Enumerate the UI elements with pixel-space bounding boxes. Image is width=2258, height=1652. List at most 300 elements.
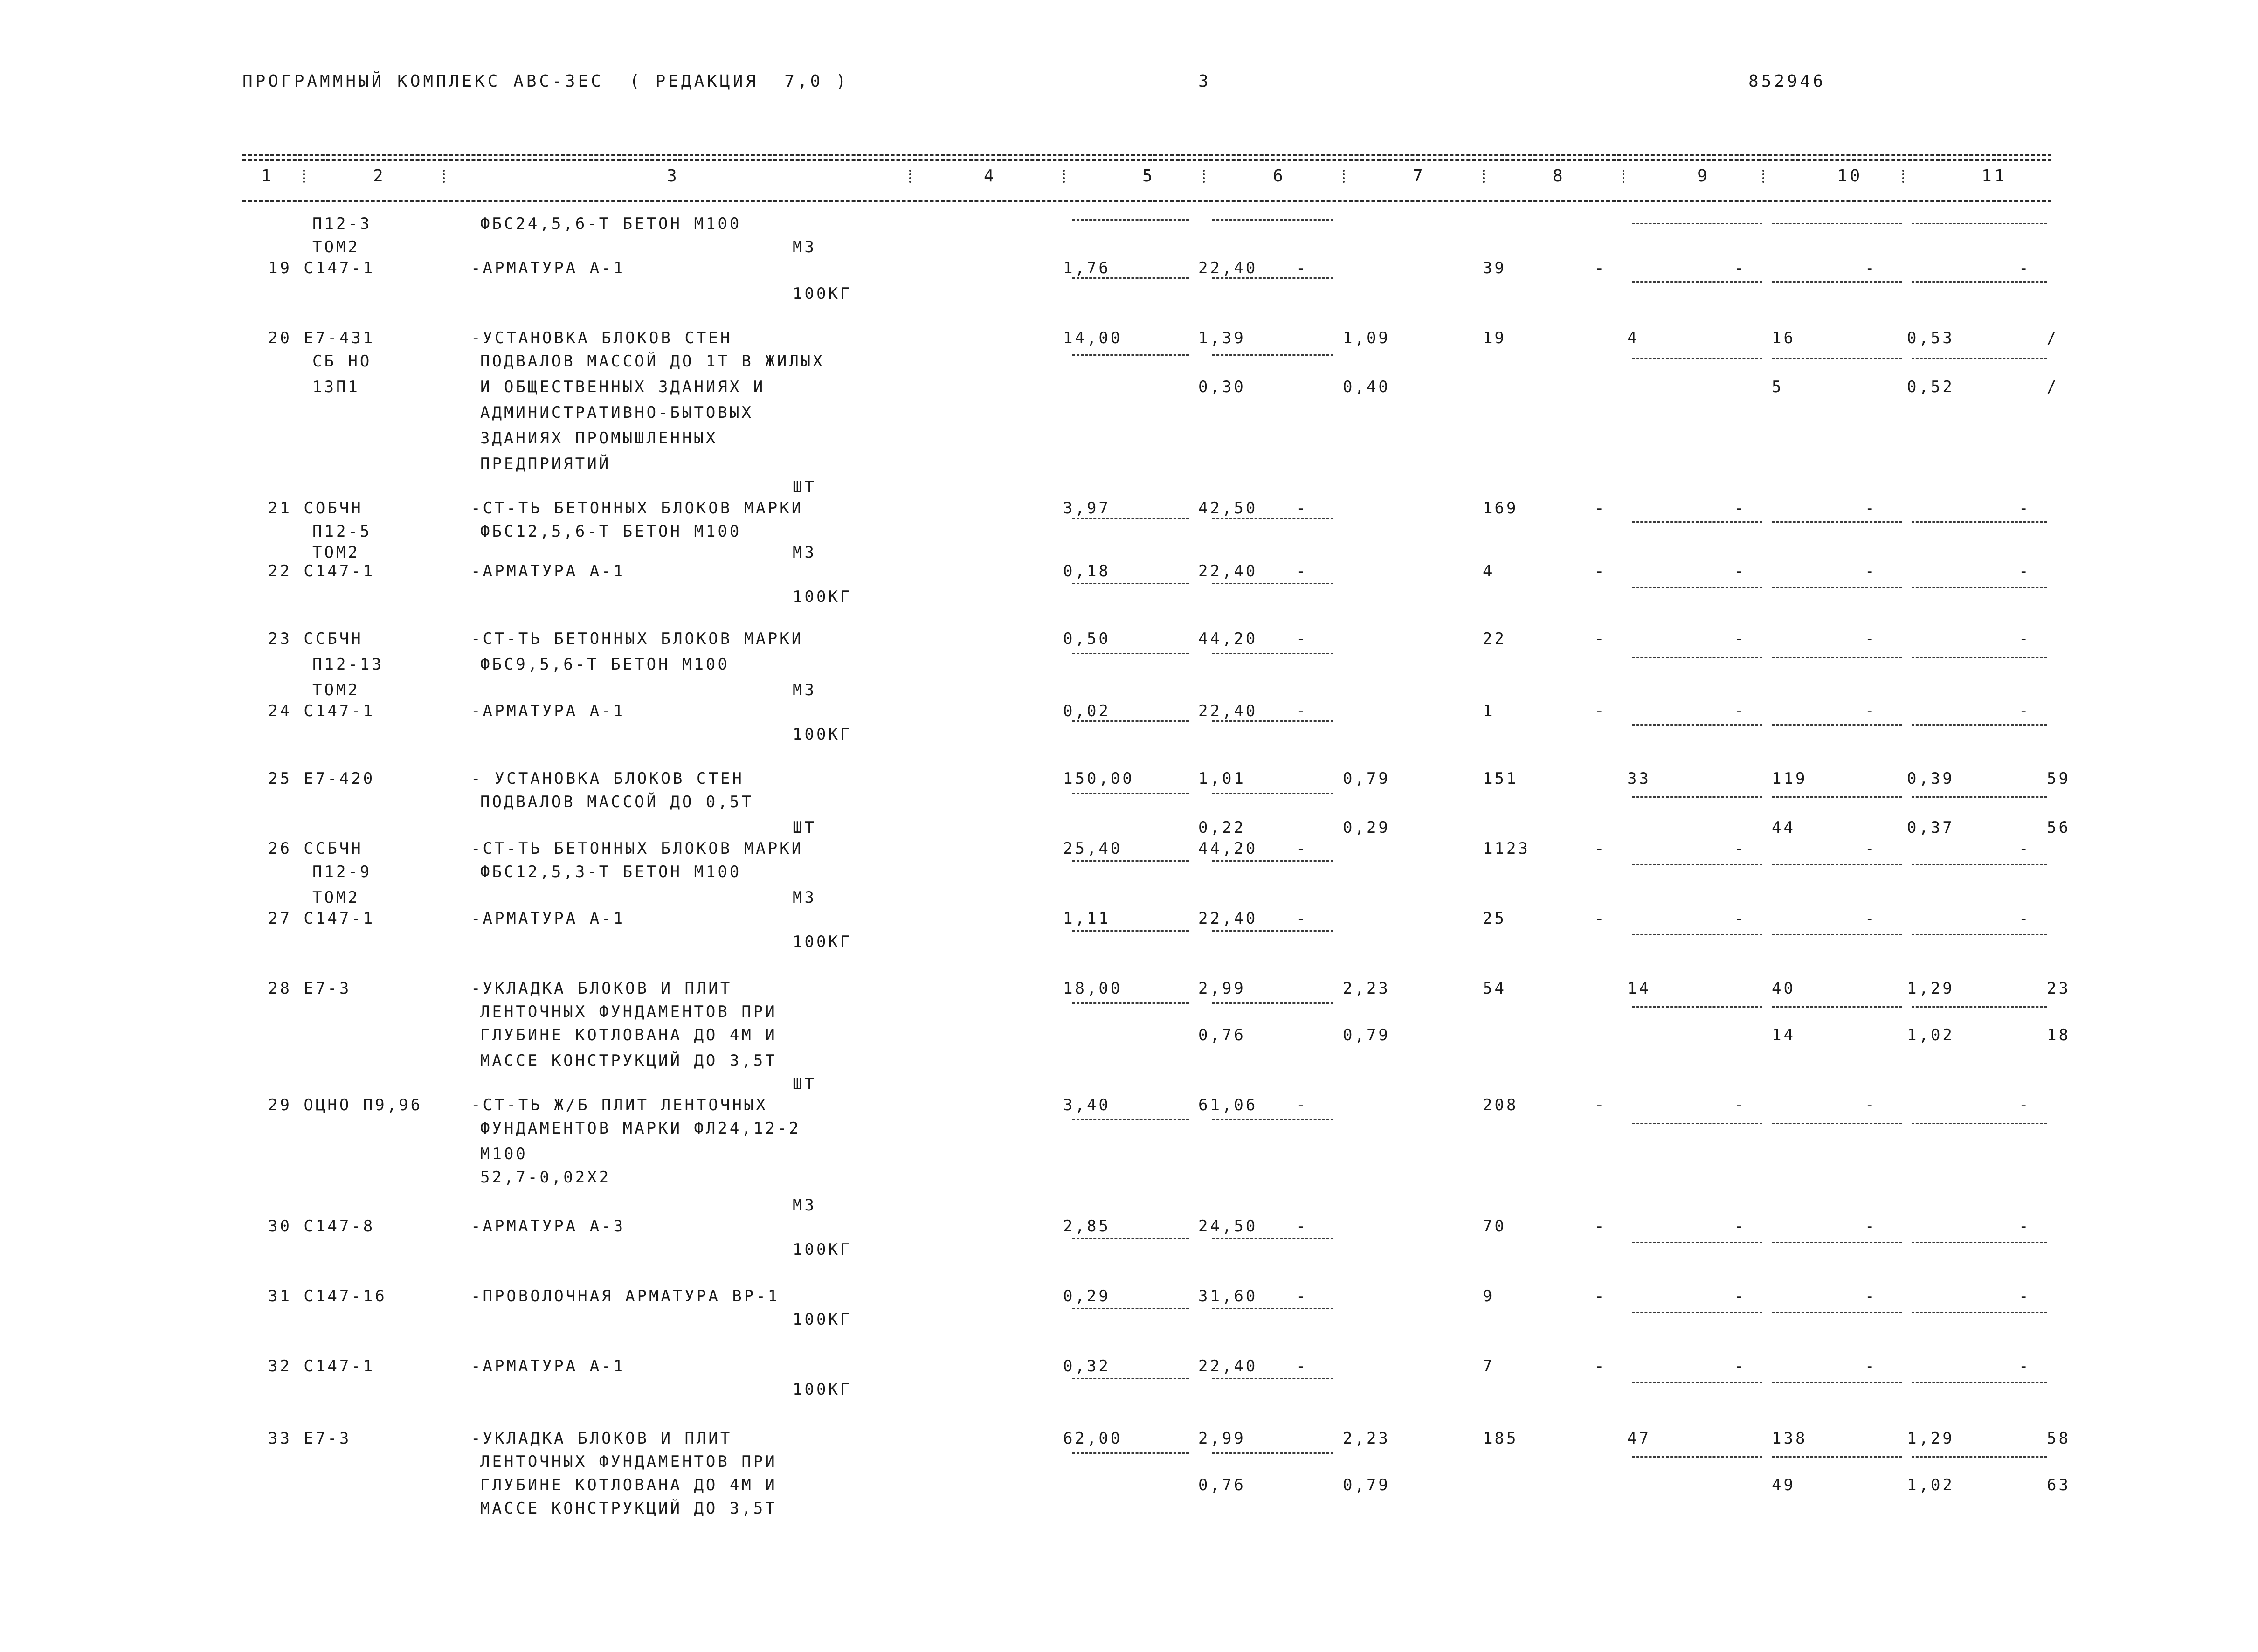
- column-header-10: 10: [1837, 166, 1863, 186]
- table-value: -: [1595, 1357, 1607, 1376]
- cell-rule: [1072, 219, 1189, 221]
- table-value: -: [2019, 1096, 2031, 1114]
- table-text: -ПРОВОЛОЧНАЯ АРМАТУРА ВР-1: [471, 1287, 780, 1306]
- table-value: 39: [1483, 259, 1506, 277]
- table-value: 2,23: [1343, 979, 1390, 998]
- table-value: -: [1734, 909, 1747, 928]
- table-value: 56: [2047, 818, 2071, 837]
- table-text: М3: [793, 1196, 816, 1215]
- table-text: 23 ССБЧН: [268, 629, 363, 648]
- table-text: ТОМ2: [312, 681, 360, 699]
- cell-rule: [1772, 1242, 1902, 1243]
- table-text: П12-9: [312, 863, 372, 881]
- cell-rule: [1072, 793, 1189, 794]
- table-value: 0,79: [1343, 769, 1390, 788]
- cell-rule: [1212, 354, 1333, 356]
- cell-rule: [1772, 864, 1902, 865]
- table-text: ПОДВАЛОВ МАССОЙ ДО 1Т В ЖИЛЫХ: [480, 352, 825, 371]
- table-value: 0,39: [1907, 769, 1954, 788]
- cell-rule: [1912, 1456, 2047, 1458]
- cell-rule: [1912, 724, 2047, 726]
- cell-rule: [1632, 223, 1762, 224]
- table-value: 119: [1772, 769, 1808, 788]
- table-value: 40: [1772, 979, 1795, 998]
- table-value: 25,40: [1063, 839, 1123, 858]
- table-text: ШТ: [793, 478, 816, 497]
- cell-rule: [1772, 281, 1902, 283]
- cell-rule: [1632, 281, 1762, 283]
- table-text: 31 С147-16: [268, 1287, 387, 1306]
- table-text: 27 С147-1: [268, 909, 375, 928]
- table-value: -: [2019, 499, 2031, 518]
- table-value: 169: [1483, 499, 1519, 518]
- cell-rule: [1212, 930, 1333, 932]
- table-text: СБ НО: [312, 352, 372, 371]
- column-separator: [443, 170, 445, 183]
- table-value: 1,01: [1198, 769, 1246, 788]
- table-value: 62,00: [1063, 1429, 1123, 1448]
- table-value: -: [1296, 1357, 1308, 1376]
- table-value: 0,76: [1198, 1476, 1246, 1494]
- cell-rule: [1772, 724, 1902, 726]
- table-value: -: [2019, 259, 2031, 277]
- cell-rule: [1632, 724, 1762, 726]
- table-value: -: [1734, 1357, 1747, 1376]
- table-value: 0,76: [1198, 1026, 1246, 1044]
- cell-rule: [1072, 1119, 1189, 1120]
- table-value: -: [1296, 629, 1308, 648]
- table-value: -: [1595, 702, 1607, 720]
- table-value: -: [1734, 839, 1747, 858]
- table-value: 18,00: [1063, 979, 1123, 998]
- cell-rule: [1912, 657, 2047, 658]
- cell-rule: [1212, 793, 1333, 794]
- table-value: -: [1595, 1096, 1607, 1114]
- cell-rule: [1912, 587, 2047, 588]
- table-value: -: [1865, 259, 1877, 277]
- table-value: 22,40: [1198, 909, 1258, 928]
- table-value: -: [1865, 839, 1877, 858]
- table-text: -АРМАТУРА А-1: [471, 259, 626, 277]
- table-value: -: [2019, 1357, 2031, 1376]
- table-value: -: [1296, 259, 1308, 277]
- cell-rule: [1632, 521, 1762, 523]
- table-value: -: [2019, 629, 2031, 648]
- cell-rule: [1212, 1002, 1333, 1004]
- table-text: 52,7-0,02Х2: [480, 1168, 611, 1187]
- table-text: 28 Е7-3: [268, 979, 352, 998]
- table-value: 14: [1772, 1026, 1795, 1044]
- table-value: 0,50: [1063, 629, 1111, 648]
- table-text: М3: [793, 238, 816, 256]
- table-value: 47: [1627, 1429, 1651, 1448]
- table-text: М3: [793, 543, 816, 562]
- table-value: 1,02: [1907, 1026, 1954, 1044]
- table-text: ГЛУБИНЕ КОТЛОВАНА ДО 4М И: [480, 1026, 777, 1044]
- table-value: 1,02: [1907, 1476, 1954, 1494]
- cell-rule: [1912, 796, 2047, 798]
- table-value: -: [1734, 1287, 1747, 1306]
- table-text: 19 С147-1: [268, 259, 375, 277]
- table-value: 3,97: [1063, 499, 1111, 518]
- table-value: 16: [1772, 329, 1795, 347]
- cell-rule: [1772, 934, 1902, 935]
- table-top-rule: [242, 154, 2051, 156]
- column-separator: [1483, 170, 1485, 183]
- table-text: И ОБЩЕСТВЕННЫХ ЗДАНИЯХ И: [480, 378, 766, 396]
- table-text: 100КГ: [793, 1240, 852, 1259]
- table-text: -АРМАТУРА А-3: [471, 1217, 626, 1236]
- table-value: -: [1734, 499, 1747, 518]
- table-value: 22,40: [1198, 562, 1258, 581]
- table-value: -: [1734, 702, 1747, 720]
- table-value: 58: [2047, 1429, 2071, 1448]
- column-separator: [1063, 170, 1065, 183]
- table-value: -: [2019, 1287, 2031, 1306]
- table-value: 2,99: [1198, 979, 1246, 998]
- table-value: -: [1595, 562, 1607, 581]
- column-separator: [1762, 170, 1764, 183]
- cell-rule: [1212, 653, 1333, 654]
- table-value: 42,50: [1198, 499, 1258, 518]
- table-value: 25: [1483, 909, 1506, 928]
- table-value: 0,02: [1063, 702, 1111, 720]
- column-separator: [1623, 170, 1624, 183]
- table-value: 1,29: [1907, 1429, 1954, 1448]
- table-value: 4: [1483, 562, 1495, 581]
- cell-rule: [1632, 1123, 1762, 1124]
- table-value: 0,29: [1063, 1287, 1111, 1306]
- cell-rule: [1912, 864, 2047, 865]
- table-value: -: [1296, 909, 1308, 928]
- cell-rule: [1912, 521, 2047, 523]
- table-value: 14,00: [1063, 329, 1123, 347]
- program-header: ПРОГРАММНЫЙ КОМПЛЕКС АВС-3ЕС ( РЕДАКЦИЯ 7,0 ): [242, 72, 849, 91]
- table-value: 0,29: [1343, 818, 1390, 837]
- table-value: 0,79: [1343, 1026, 1390, 1044]
- column-header-7: 7: [1413, 166, 1426, 186]
- table-value: 22: [1483, 629, 1506, 648]
- table-value: /: [2047, 378, 2059, 396]
- column-header-1: 1: [261, 166, 274, 186]
- table-value: 22,40: [1198, 259, 1258, 277]
- table-text: ПРЕДПРИЯТИЙ: [480, 455, 611, 473]
- cell-rule: [1632, 358, 1762, 359]
- column-separator: [303, 170, 305, 183]
- table-text: 22 С147-1: [268, 562, 375, 581]
- table-value: -: [1865, 629, 1877, 648]
- cell-rule: [1772, 358, 1902, 359]
- cell-rule: [1632, 1456, 1762, 1458]
- cell-rule: [1772, 521, 1902, 523]
- table-value: 7: [1483, 1357, 1495, 1376]
- table-value: -: [1734, 259, 1747, 277]
- table-text: 100КГ: [793, 933, 852, 951]
- table-text: АДМИНИСТРАТИВНО-БЫТОВЫХ: [480, 403, 753, 422]
- cell-rule: [1072, 1452, 1189, 1454]
- table-text: ФБС12,5,6-Т БЕТОН М100: [480, 522, 742, 541]
- table-text: ШТ: [793, 818, 816, 837]
- table-value: 0,40: [1343, 378, 1390, 396]
- table-text: 20 Е7-431: [268, 329, 375, 347]
- table-value: 54: [1483, 979, 1506, 998]
- table-text: 1ЗП1: [312, 378, 360, 396]
- table-value: -: [1734, 629, 1747, 648]
- table-text: ПОДВАЛОВ МАССОЙ ДО 0,5Т: [480, 793, 753, 811]
- table-text: ЛЕНТОЧНЫХ ФУНДАМЕНТОВ ПРИ: [480, 1002, 777, 1021]
- table-text: ГЛУБИНЕ КОТЛОВАНА ДО 4М И: [480, 1476, 777, 1494]
- cell-rule: [1772, 587, 1902, 588]
- table-value: -: [1865, 909, 1877, 928]
- table-value: 44: [1772, 818, 1795, 837]
- table-value: -: [2019, 562, 2031, 581]
- table-value: -: [2019, 909, 2031, 928]
- cell-rule: [1072, 1238, 1189, 1239]
- table-text: 25 Е7-420: [268, 769, 375, 788]
- table-text: 100КГ: [793, 1380, 852, 1399]
- document-id: 852946: [1748, 72, 1826, 91]
- table-value: 70: [1483, 1217, 1506, 1236]
- table-value: 61,06: [1198, 1096, 1258, 1114]
- table-text: П12-5: [312, 522, 372, 541]
- table-value: 2,85: [1063, 1217, 1111, 1236]
- table-value: 0,37: [1907, 818, 1954, 837]
- cell-rule: [1772, 796, 1902, 798]
- table-text: ТОМ2: [312, 543, 360, 562]
- table-text: -АРМАТУРА А-1: [471, 702, 626, 720]
- table-value: -: [1734, 562, 1747, 581]
- table-value: -: [1296, 499, 1308, 518]
- table-text: -АРМАТУРА А-1: [471, 909, 626, 928]
- column-header-9: 9: [1697, 166, 1710, 186]
- table-value: 151: [1483, 769, 1519, 788]
- table-value: -: [1595, 259, 1607, 277]
- cell-rule: [1072, 277, 1189, 279]
- cell-rule: [1632, 587, 1762, 588]
- cell-rule: [1632, 934, 1762, 935]
- table-value: -: [1865, 1217, 1877, 1236]
- cell-rule: [1912, 1006, 2047, 1008]
- table-value: 2,99: [1198, 1429, 1246, 1448]
- table-value: 31,60: [1198, 1287, 1258, 1306]
- table-value: 208: [1483, 1096, 1519, 1114]
- cell-rule: [1212, 1452, 1333, 1454]
- table-text: М100: [480, 1145, 528, 1163]
- table-text: М3: [793, 681, 816, 699]
- table-value: -: [1595, 499, 1607, 518]
- table-text: ФБС12,5,3-Т БЕТОН М100: [480, 863, 742, 881]
- table-value: 24,50: [1198, 1217, 1258, 1236]
- table-value: 9: [1483, 1287, 1495, 1306]
- cell-rule: [1072, 720, 1189, 722]
- table-text: ЛЕНТОЧНЫХ ФУНДАМЕНТОВ ПРИ: [480, 1452, 777, 1471]
- table-text: 29 ОЦНО П9,96: [268, 1096, 423, 1114]
- table-value: -: [1595, 1287, 1607, 1306]
- table-value: -: [1296, 1096, 1308, 1114]
- table-value: 23: [2047, 979, 2071, 998]
- table-text: -СТ-ТЬ БЕТОННЫХ БЛОКОВ МАРКИ: [471, 629, 804, 648]
- column-header-6: 6: [1273, 166, 1286, 186]
- table-value: -: [2019, 702, 2031, 720]
- table-text: 100КГ: [793, 725, 852, 744]
- table-value: 0,32: [1063, 1357, 1111, 1376]
- table-value: -: [1734, 1217, 1747, 1236]
- table-value: 1,11: [1063, 909, 1111, 928]
- table-text: -УКЛАДКА БЛОКОВ И ПЛИТ: [471, 1429, 732, 1448]
- table-text: 30 С147-8: [268, 1217, 375, 1236]
- table-text: П12-13: [312, 655, 384, 674]
- column-header-3: 3: [667, 166, 680, 186]
- table-text: 33 Е7-3: [268, 1429, 352, 1448]
- table-value: 18: [2047, 1026, 2071, 1044]
- table-value: 22,40: [1198, 1357, 1258, 1376]
- cell-rule: [1072, 930, 1189, 932]
- table-text: М3: [793, 888, 816, 907]
- cell-rule: [1632, 1242, 1762, 1243]
- cell-rule: [1632, 1006, 1762, 1008]
- table-value: -: [1595, 909, 1607, 928]
- table-value: -: [1296, 839, 1308, 858]
- table-value: -: [1296, 702, 1308, 720]
- cell-rule: [1072, 1308, 1189, 1309]
- table-text: ТОМ2: [312, 238, 360, 256]
- table-value: 49: [1772, 1476, 1795, 1494]
- cell-rule: [1632, 657, 1762, 658]
- cell-rule: [1912, 281, 2047, 283]
- table-value: -: [1595, 839, 1607, 858]
- table-value: 0,30: [1198, 378, 1246, 396]
- cell-rule: [1632, 1382, 1762, 1383]
- table-text: 21 СОБЧН: [268, 499, 363, 518]
- table-value: -: [1865, 1096, 1877, 1114]
- table-value: -: [2019, 1217, 2031, 1236]
- table-value: 1: [1483, 702, 1495, 720]
- table-value: 1,76: [1063, 259, 1111, 277]
- cell-rule: [1912, 1382, 2047, 1383]
- cell-rule: [1632, 864, 1762, 865]
- table-value: 19: [1483, 329, 1506, 347]
- table-value: 0,18: [1063, 562, 1111, 581]
- table-text: -СТ-ТЬ Ж/Б ПЛИТ ЛЕНТОЧНЫХ: [471, 1096, 768, 1114]
- column-header-2: 2: [373, 166, 386, 186]
- table-value: -: [1595, 629, 1607, 648]
- column-separator: [1343, 170, 1345, 183]
- table-text: ШТ: [793, 1075, 816, 1093]
- column-separator: [1902, 170, 1904, 183]
- table-value: -: [1865, 499, 1877, 518]
- table-text: -УКЛАДКА БЛОКОВ И ПЛИТ: [471, 979, 732, 998]
- cell-rule: [1912, 223, 2047, 224]
- column-header-8: 8: [1553, 166, 1566, 186]
- table-value: 44,20: [1198, 839, 1258, 858]
- table-text: 32 С147-1: [268, 1357, 375, 1376]
- cell-rule: [1072, 653, 1189, 654]
- cell-rule: [1072, 1002, 1189, 1004]
- table-value: -: [1734, 1096, 1747, 1114]
- table-text: ФБС24,5,6-Т БЕТОН М100: [480, 214, 742, 233]
- table-text: ЗДАНИЯХ ПРОМЫШЛЕННЫХ: [480, 429, 718, 448]
- cell-rule: [1772, 1123, 1902, 1124]
- table-text: -АРМАТУРА А-1: [471, 562, 626, 581]
- table-value: 1,29: [1907, 979, 1954, 998]
- cell-rule: [1912, 1123, 2047, 1124]
- table-text: МАССЕ КОНСТРУКЦИЙ ДО 3,5Т: [480, 1499, 777, 1518]
- page-number: 3: [1198, 72, 1211, 91]
- table-value: -: [1865, 1287, 1877, 1306]
- table-text: -СТ-ТЬ БЕТОННЫХ БЛОКОВ МАРКИ: [471, 499, 804, 518]
- cell-rule: [1912, 358, 2047, 359]
- table-value: 33: [1627, 769, 1651, 788]
- table-value: 0,79: [1343, 1476, 1390, 1494]
- column-separator: [909, 170, 911, 183]
- cell-rule: [1212, 720, 1333, 722]
- table-value: -: [1296, 562, 1308, 581]
- cell-rule: [1212, 1119, 1333, 1120]
- table-value: 2,23: [1343, 1429, 1390, 1448]
- cell-rule: [1072, 1378, 1189, 1379]
- cell-rule: [1772, 1312, 1902, 1313]
- table-value: -: [1865, 1357, 1877, 1376]
- table-text: ТОМ2: [312, 888, 360, 907]
- column-separator: [1203, 170, 1205, 183]
- column-header-4: 4: [984, 166, 997, 186]
- cell-rule: [1772, 657, 1902, 658]
- cell-rule: [1772, 1006, 1902, 1008]
- cell-rule: [1772, 1456, 1902, 1458]
- table-text: -УСТАНОВКА БЛОКОВ СТЕН: [471, 329, 732, 347]
- table-value: 0,22: [1198, 818, 1246, 837]
- cell-rule: [1212, 1378, 1333, 1379]
- table-value: -: [1865, 702, 1877, 720]
- table-text: ФУНДАМЕНТОВ МАРКИ ФЛ24,12-2: [480, 1119, 801, 1138]
- table-value: -: [2019, 839, 2031, 858]
- cell-rule: [1212, 518, 1333, 519]
- table-value: 14: [1627, 979, 1651, 998]
- table-value: -: [1296, 1217, 1308, 1236]
- table-value: 185: [1483, 1429, 1519, 1448]
- cell-rule: [1632, 796, 1762, 798]
- table-text: 100КГ: [793, 284, 852, 303]
- table-text: 100КГ: [793, 588, 852, 606]
- table-value: 138: [1772, 1429, 1808, 1448]
- table-value: 1,09: [1343, 329, 1390, 347]
- table-value: 59: [2047, 769, 2071, 788]
- cell-rule: [1212, 583, 1333, 584]
- table-value: 44,20: [1198, 629, 1258, 648]
- cell-rule: [1912, 934, 2047, 935]
- cell-rule: [1212, 1238, 1333, 1239]
- table-header-rule: [242, 200, 2051, 202]
- table-value: 0,52: [1907, 378, 1954, 396]
- cell-rule: [1072, 860, 1189, 862]
- table-value: -: [1865, 562, 1877, 581]
- cell-rule: [1212, 219, 1333, 221]
- column-header-5: 5: [1142, 166, 1155, 186]
- table-value: 0,53: [1907, 329, 1954, 347]
- cell-rule: [1632, 1312, 1762, 1313]
- table-value: 63: [2047, 1476, 2071, 1494]
- cell-rule: [1212, 1308, 1333, 1309]
- cell-rule: [1072, 518, 1189, 519]
- table-value: 22,40: [1198, 702, 1258, 720]
- table-value: 3,40: [1063, 1096, 1111, 1114]
- cell-rule: [1772, 1382, 1902, 1383]
- table-text: П12-3: [312, 214, 372, 233]
- table-text: -СТ-ТЬ БЕТОННЫХ БЛОКОВ МАРКИ: [471, 839, 804, 858]
- table-value: /: [2047, 329, 2059, 347]
- cell-rule: [1772, 223, 1902, 224]
- column-header-11: 11: [1982, 166, 2008, 186]
